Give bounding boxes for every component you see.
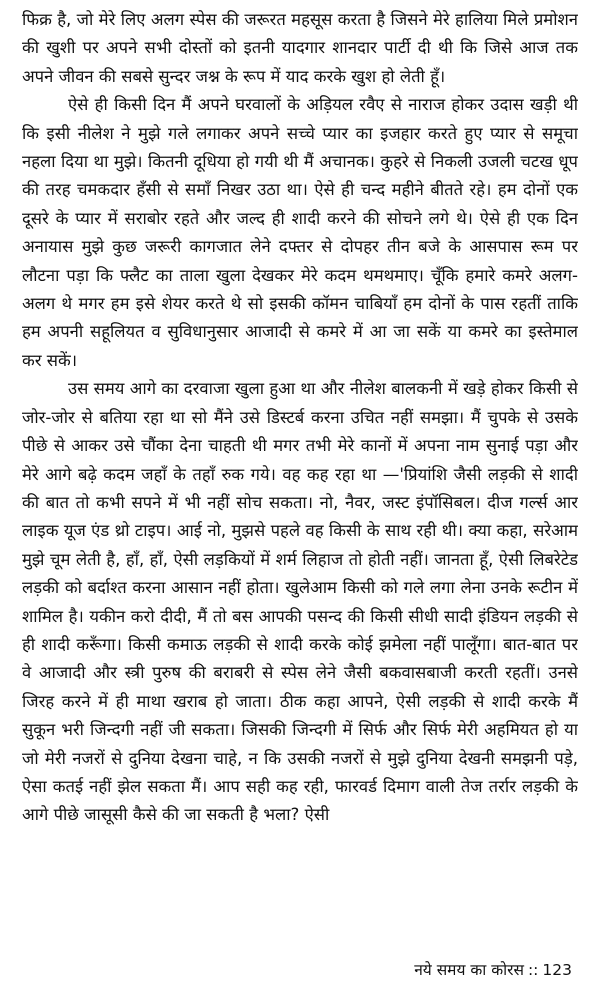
paragraph-3: उस समय आगे का दरवाजा खुला हुआ था और नीलेश बालकनी में खड़े होकर किसी से जोर-जोर से बतिया रहा था सो मैंने उसे डिस्टर्ब करना उचित नहीं समझा। मैं चुपके से उसके पीछे से आकर उसे चौंका देना चाहती थी मगर तभी मेरे कानों में अपना नाम सुनाई पड़ा और मेरे आगे बढ़े कदम जहाँ के तहाँ रुक गये। वह कह रहा था —'प्रियांशि जैसी लड़की से शादी की बात तो कभी सपने में भी नहीं सोच सकता। नो, नैवर, जस्ट इंपॉसिबल। दीज गर्ल्स आर लाइक यूज एंड थ्रो टाइप। आई नो, मुझसे पहले वह किसी के साथ रही थी। क्या कहा, सरेआम मुझे चूम लेती है, हाँ, हाँ, ऐसी लड़कियों में शर्म लिहाज तो होती नहीं। जानता हूँ, ऐसी लिबरेटेड लड़की को बर्दाश्त करना आसान नहीं होता। खुलेआम किसी को गले लगा लेना उनके रूटीन में शामिल है। यकीन करो दीदी, मैं तो बस आपकी पसन्द की किसी सीधी सादी इंडियन लड़की से ही शादी करूँगा। किसी कमाऊ लड़की से शादी करके कोई झमेला नहीं पालूँगा। बात-बात पर वे आजादी और स्त्री पुरुष की बराबरी से स्पेस लेने जैसी बकवासबाजी करती रहतीं। उनसे जिरह करने में ही माथा खराब हो जाता। ठीक कहा आपने, ऐसी लड़की से शादी करके मैं सुकून भरी जिन्दगी नहीं जी सकता। जिसकी जिन्दगी में सिर्फ और सिर्फ मेरी अहमियत हो या जो मेरी नजरों से दुनिया देखना चाहे, न कि उसकी नजरों से मुझे दुनिया देखनी समझनी पड़े, ऐसा कतई नहीं झेल सकता मैं। आप सही कह रही, फारवर्ड दिमाग वाली तेज तर्रार लड़की के आगे पीछे जासूसी कैसे की जा सकती है भला? ऐसी <box>22 379 578 825</box>
paragraph-1: फिक्र है, जो मेरे लिए अलग स्पेस की जरूरत महसूस करता है जिसने मेरे हालिया मिले प्रमोशन की खुशी पर अपने सभी दोस्तों को इतनी यादगार शानदार पार्टी दी थी कि जिसे आज तक अपने जीवन की सबसे सुन्दर जश्न के रूप में याद करके खुश हो लेती हूँ। <box>22 10 578 86</box>
running-footer <box>414 958 572 980</box>
paragraph-2: ऐसे ही किसी दिन मैं अपने घरवालों के अड़ियल रवैए से नाराज होकर उदास खड़ी थी कि इसी नीलेश ने मुझे गले लगाकर अपने सच्चे प्यार का इजहार करते हुए प्यार से समूचा नहला दिया था मुझे। कितनी दूधिया हो गयी थी मैं अचानक। कुहरे से निकली उजली चटख धूप की तरह चमकदार हँसी से समाँ निखर उठा था। ऐसे ही चन्द महीने बीतते रहे। हम दोनों एक दूसरे के प्यार में सराबोर रहते और जल्द ही शादी करने की सोचने लगे थे। ऐसे ही एक दिन अनायास मुझे कुछ जरूरी कागजात लेने दफ्तर से दोपहर तीन बजे के आसपास रूम पर लौटना पड़ा कि फ्लैट का ताला खुला देखकर मेरे कदम थमथमाए। चूँकि हमारे कमरे अलग-अलग थे मगर हम इसे शेयर करते थे सो इसकी कॉमन चाबियाँ हम दोनों के पास रहतीं ताकि हम अपनी सहूलियत व सुविधानुसार आजादी से कमरे में आ जा सकें या कमरे का इस्तेमाल कर सकें। <box>22 95 578 370</box>
book-title: नये समय का कोरस <box>414 961 524 979</box>
page-number: 123 <box>542 961 572 979</box>
page-body <box>22 6 578 926</box>
footer-separator: :: <box>527 961 539 979</box>
